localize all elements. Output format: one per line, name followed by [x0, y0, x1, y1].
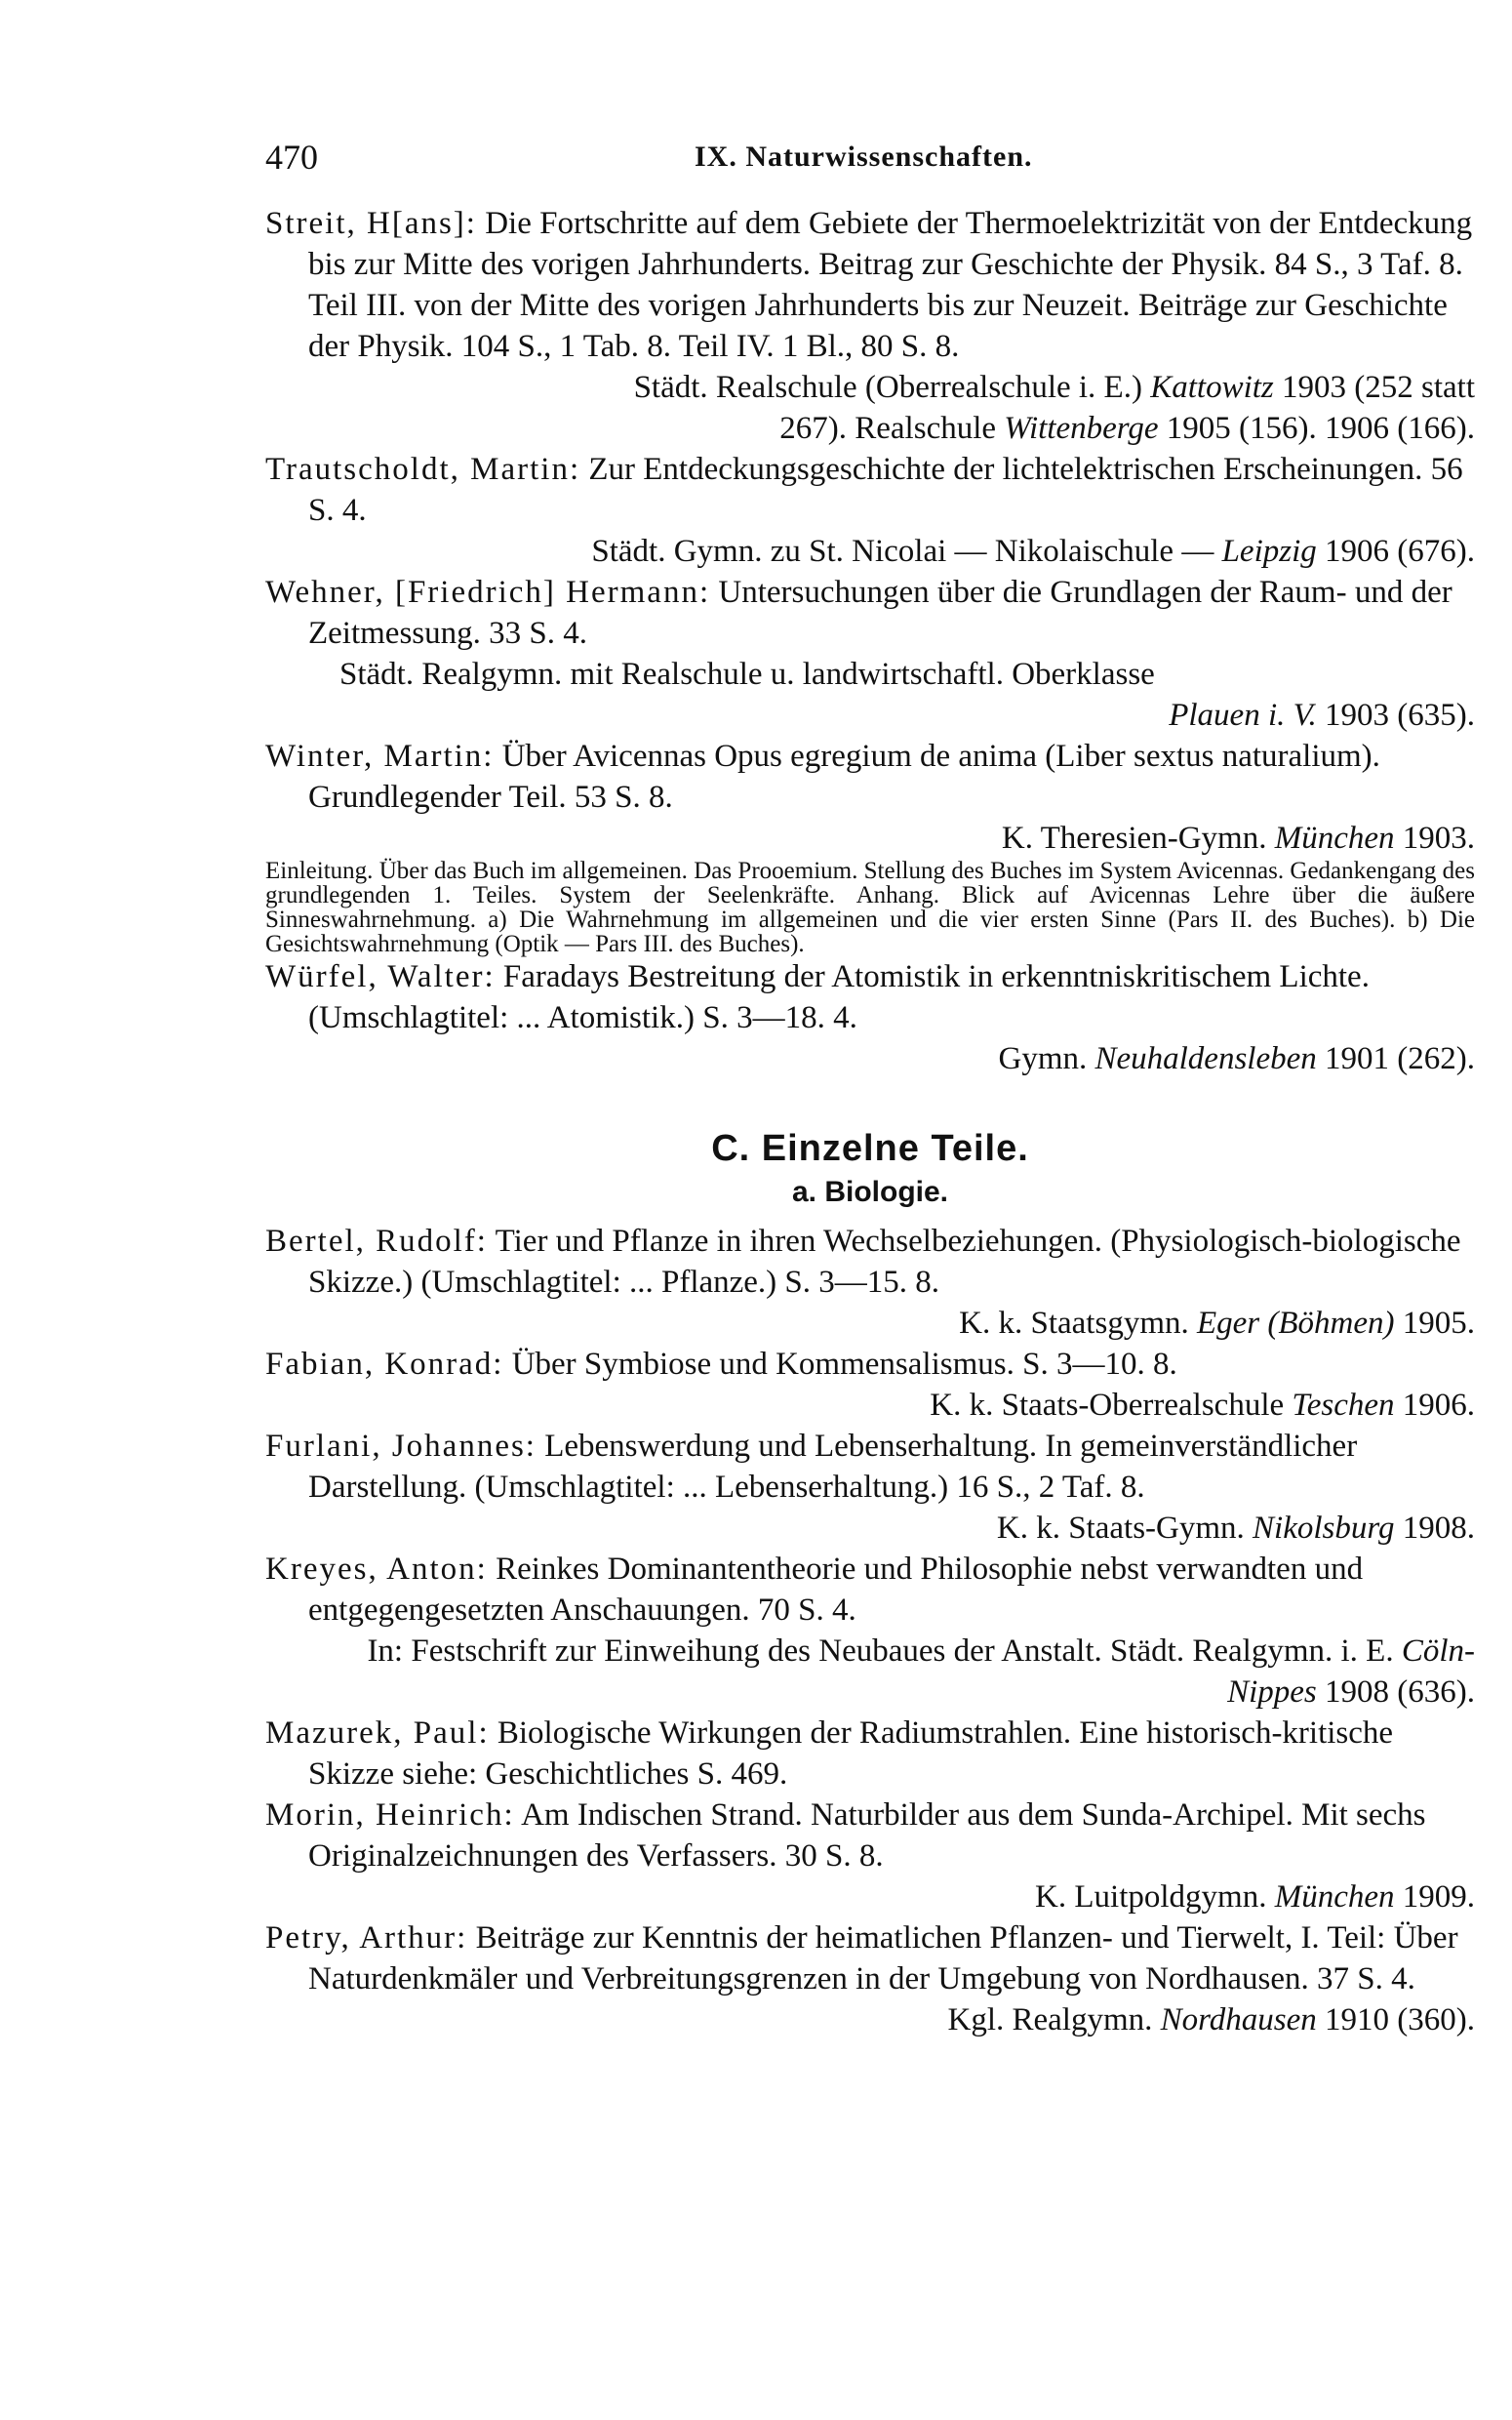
entry-author: Petry, Arthur:	[265, 1920, 468, 1956]
entry-author: Mazurek, Paul:	[265, 1715, 490, 1751]
entry-text: Am Indischen Strand. Naturbilder aus dem Sunda-Archipel. Mit sechs Originalzeichnungen des Verfassers. 30 S. 8.	[308, 1797, 1426, 1874]
entry-city-2: Wittenberge	[1004, 411, 1159, 446]
entry-kreyes	[265, 1549, 1475, 1713]
entry-author: Bertel, Rudolf:	[265, 1224, 488, 1259]
section-title: C. Einzelne Teile.	[711, 1128, 1029, 1169]
bibliography-body	[265, 203, 1475, 2040]
entry-school: Gymn.	[998, 1041, 1088, 1076]
entry-winter	[265, 736, 1475, 956]
entry-year: 1903.	[1402, 821, 1475, 856]
entry-year-2: 1905 (156). 1906 (166).	[1166, 411, 1475, 446]
entry-text: Über Symbiose und Kommensalismus. S. 3—10. 8.	[511, 1347, 1177, 1382]
entry-city: Neuhaldensleben	[1094, 1041, 1317, 1076]
entry-year: 1901 (262).	[1325, 1041, 1475, 1076]
entry-note: Einleitung. Über das Buch im allgemeinen. Das Prooemium. Stellung des Buches im System Avicennas. Gedankengang des grundlegenden 1. Teiles. System der Seelenkräfte. Anhang. Blick auf Avicennas Lehre über die äußere Sinneswahrnehmung. a) Die Wahrnehmung im allgemeinen und die vier ersten Sinne (Pars II. des Buches). b) Die Gesichtswahrnehmung (Optik — Pars III. des Buches).	[265, 858, 1475, 957]
entry-author: Trautscholdt, Martin:	[265, 452, 581, 487]
entry-school: K. k. Staats-Gymn.	[996, 1511, 1245, 1546]
entry-school: Kgl. Realgymn.	[947, 2002, 1153, 2037]
entry-city: Eger (Böhmen)	[1196, 1306, 1395, 1341]
entry-text: Untersuchungen über die Grundlagen der Raum- und der Zeitmessung. 33 S. 4.	[308, 575, 1452, 651]
entry-city: München	[1274, 821, 1395, 856]
entry-author: Morin, Heinrich:	[265, 1797, 515, 1833]
entry-text: Reinkes Dominantentheorie und Philosophie nebst verwandten und entgegengesetzten Anschauungen. 70 S. 4.	[308, 1552, 1364, 1628]
entry-text: Beiträge zur Kenntnis der heimatlichen Pflanzen- und Tierwelt, I. Teil: Über Naturdenkmäler und Verbreitungsgrenzen in der Umgebung von Nordhausen. 37 S. 4.	[308, 1920, 1458, 1996]
entry-author: Fabian, Konrad:	[265, 1347, 504, 1382]
page-number: 470	[265, 138, 318, 177]
entry-text: Tier und Pflanze in ihren Wechselbeziehungen. (Physiologisch-biologische Skizze.) (Umschlagtitel: ... Pflanze.) S. 3—15. 8.	[308, 1224, 1461, 1300]
entry-year: 1903 (635).	[1325, 698, 1475, 733]
entry-author: Furlani, Johannes:	[265, 1429, 537, 1464]
entry-text: Zur Entdeckungsgeschichte der lichtelektrischen Erscheinungen. 56 S. 4.	[308, 452, 1463, 528]
entry-petry	[265, 1917, 1475, 2040]
entry-bertel	[265, 1221, 1475, 1344]
running-title: IX. Naturwissenschaften.	[695, 141, 1033, 173]
entry-city: Plauen i. V.	[1169, 698, 1317, 733]
entry-streit	[265, 203, 1475, 449]
entry-author: Streit, H[ans]:	[265, 206, 477, 241]
section-subtitle: a. Biologie.	[791, 1176, 949, 1208]
entry-school-cont: 267). Realschule	[779, 411, 997, 446]
entry-author: Würfel, Walter:	[265, 959, 496, 994]
entry-school: Städt. Realgymn. mit Realschule u. landwirtschaftl. Oberklasse	[339, 657, 1155, 692]
entry-school: In: Festschrift zur Einweihung des Neubaues der Anstalt. Städt. Realgymn. i. E.	[367, 1634, 1394, 1669]
entry-year: 1903 (252 statt	[1282, 370, 1475, 405]
entry-author: Kreyes, Anton:	[265, 1552, 488, 1587]
entry-school: Städt. Gymn. zu St. Nicolai — Nikolaischule —	[591, 534, 1214, 569]
entry-year: 1909.	[1402, 1879, 1475, 1915]
entry-school: K. Luitpoldgymn.	[1035, 1879, 1267, 1915]
entry-school: Städt. Realschule (Oberrealschule i. E.)	[633, 370, 1142, 405]
entry-fabian	[265, 1344, 1475, 1426]
entry-text: Die Fortschritte auf dem Gebiete der Thermoelektrizität von der Entdeckung bis zur Mitte des vorigen Jahrhunderts. Beitrag zur Geschichte der Physik. 84 S., 3 Taf. 8. Teil III. von der Mitte des vorigen Jahrhunderts bis zur Neuzeit. Beiträge zur Geschichte der Physik. 104 S., 1 Tab. 8. Teil IV. 1 Bl., 80 S. 8.	[308, 206, 1473, 364]
entry-school: K. k. Staatsgymn.	[959, 1306, 1189, 1341]
entry-morin	[265, 1795, 1475, 1917]
entry-text: Lebenswerdung und Lebenserhaltung. In gemeinverständlicher Darstellung. (Umschlagtitel: ... Lebenserhaltung.) 16 S., 2 Taf. 8.	[308, 1429, 1358, 1505]
entry-wehner	[265, 572, 1475, 736]
entry-wuerfel	[265, 956, 1475, 1079]
entry-year: 1905.	[1402, 1306, 1475, 1341]
entry-year: 1906.	[1402, 1388, 1475, 1423]
entry-furlani	[265, 1426, 1475, 1549]
entry-city: Teschen	[1292, 1388, 1395, 1423]
entry-school: K. k. Staats-Oberrealschule	[930, 1388, 1285, 1423]
entry-year: 1906 (676).	[1325, 534, 1475, 569]
entry-author: Winter, Martin:	[265, 739, 495, 774]
entry-text: Über Avicennas Opus egregium de anima (Liber sextus naturalium). Grundlegender Teil. 53 S. 8.	[308, 739, 1380, 815]
running-header	[0, 137, 1512, 180]
entry-city: Nordhausen	[1160, 2002, 1317, 2037]
entry-author: Wehner, [Friedrich] Hermann:	[265, 575, 711, 610]
entry-city: Nikolsburg	[1253, 1511, 1395, 1546]
entry-trautscholdt	[265, 449, 1475, 572]
entry-city: Cöln-Nippes	[1227, 1634, 1475, 1710]
entry-text: Faradays Bestreitung der Atomistik in erkenntniskritischem Lichte. (Umschlagtitel: ... Atomistik.) S. 3—18. 4.	[308, 959, 1370, 1035]
entry-city: München	[1274, 1879, 1395, 1915]
entry-city: Kattowitz	[1150, 370, 1274, 405]
entry-year: 1910 (360).	[1325, 2002, 1475, 2037]
entry-school: K. Theresien-Gymn.	[1001, 821, 1267, 856]
entry-city: Leipzig	[1221, 534, 1317, 569]
entry-year: 1908 (636).	[1325, 1674, 1475, 1710]
entry-mazurek	[265, 1713, 1475, 1795]
entry-year: 1908.	[1402, 1511, 1475, 1546]
entry-text: Biologische Wirkungen der Radiumstrahlen. Eine historisch-kritische Skizze siehe: Geschichtliches S. 469.	[308, 1715, 1394, 1792]
